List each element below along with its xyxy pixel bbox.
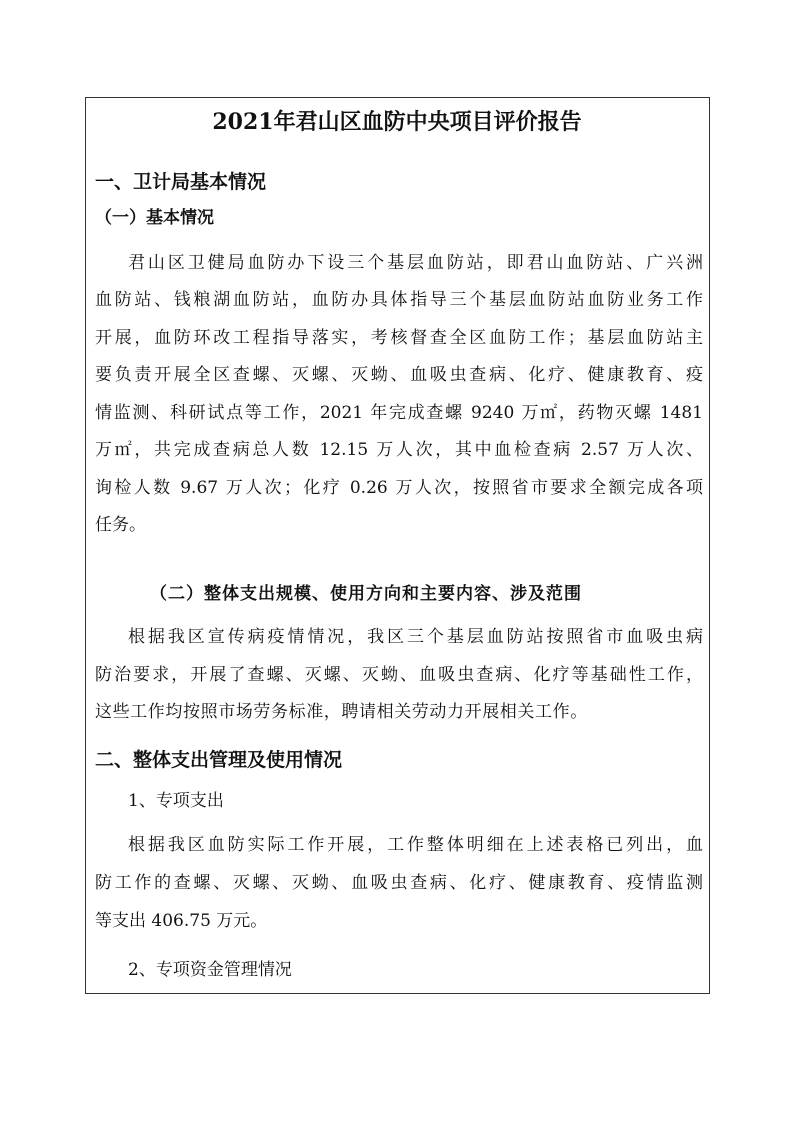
paragraph-line: 君山区卫健局血防办下设三个基层血防站，即君山血防站、广兴洲 — [128, 253, 703, 273]
paragraph-line: 防工作的查螺、灭螺、灭蚴、血吸虫查病、化疗、健康教育、疫情监测 — [95, 873, 703, 893]
item1-heading: 1、专项支出 — [128, 791, 224, 811]
sub1-heading: （一）基本情况 — [95, 208, 214, 228]
paragraph-line: 血防站、钱粮湖血防站，血防办具体指导三个基层血防站血防业务工作 — [95, 290, 703, 310]
paragraph-line: 这些工作均按照市场劳务标准，聘请相关劳动力开展相关工作。 — [95, 702, 588, 722]
paragraph-line: 询检人数 9.67 万人次；化疗 0.26 万人次，按照省市要求全额完成各项 — [95, 478, 703, 498]
sub2-heading: （二）整体支出规模、使用方向和主要内容、涉及范围 — [150, 584, 582, 604]
document-title: 2021年君山区血防中央项目评价报告 — [212, 109, 582, 135]
item2-heading: 2、专项资金管理情况 — [128, 960, 292, 980]
paragraph-line: 根据我区宣传病疫情情况，我区三个基层血防站按照省市血吸虫病 — [128, 627, 703, 647]
paragraph-line: 防治要求，开展了查螺、灭螺、灭蚴、血吸虫查病、化疗等基础性工作， — [95, 665, 703, 685]
section2-heading: 二、整体支出管理及使用情况 — [95, 749, 343, 771]
paragraph-line: 要负责开展全区查螺、灭螺、灭蚴、血吸虫查病、化疗、健康教育、疫 — [95, 365, 703, 385]
paragraph-line: 开展，血防环改工程指导落实，考核督查全区血防工作；基层血防站主 — [95, 328, 703, 348]
document-frame — [85, 97, 710, 994]
paragraph-line: 万㎡，共完成查病总人数 12.15 万人次，其中血检查病 2.57 万人次、 — [95, 440, 703, 460]
paragraph-line: 情监测、科研试点等工作，2021 年完成查螺 9240 万㎡，药物灭螺 1481 — [95, 403, 703, 423]
paragraph-line: 任务。 — [95, 515, 146, 535]
paragraph-line: 根据我区血防实际工作开展，工作整体明细在上述表格已列出，血 — [128, 835, 703, 855]
section1-heading: 一、卫计局基本情况 — [95, 171, 267, 193]
paragraph-line: 等支出 406.75 万元。 — [95, 911, 268, 931]
